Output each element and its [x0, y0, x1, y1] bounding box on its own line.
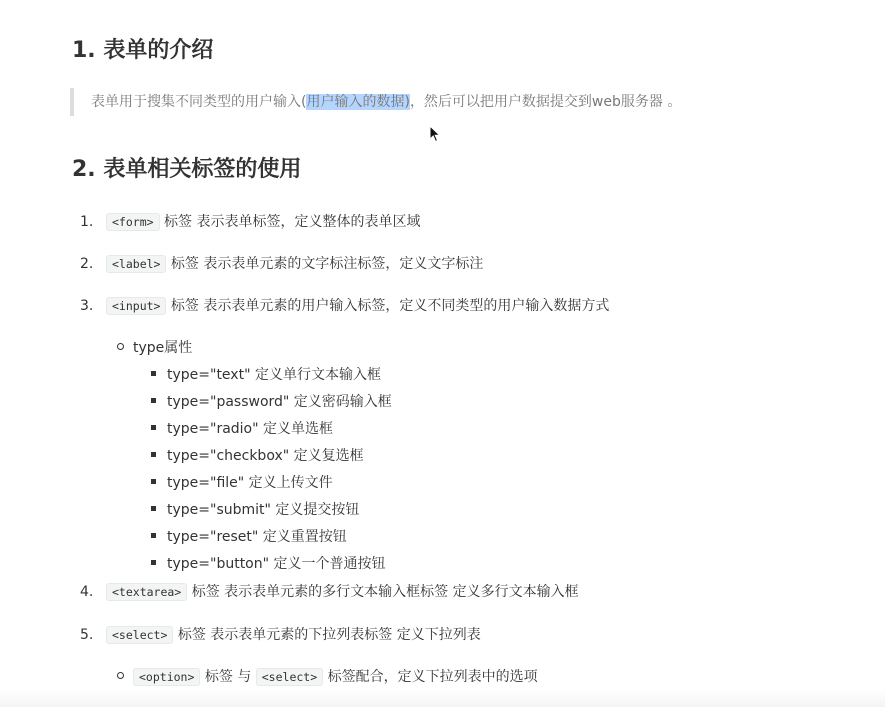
list-item: 4. <textarea> 标签 表示表单元素的多行文本输入框标签 定义多行文本输入框: [80, 584, 579, 600]
intro-text-after: ，然后可以把用户数据提交到web服务器 。: [409, 94, 682, 110]
type-list-item: type="submit" 定义提交按钮: [151, 500, 359, 520]
circle-bullet-icon: [117, 343, 124, 350]
intro-text-before: 表单用于搜集不同类型的用户输入(: [91, 94, 307, 110]
type-list-item: type="password" 定义密码输入框: [151, 392, 392, 412]
sub-list-item-option: <option> 标签 与 <select> 标签配合，定义下拉列表中的选项: [117, 667, 538, 687]
type-list-item: type="reset" 定义重置按钮: [151, 527, 347, 547]
heading-form-intro: 1. 表单的介绍: [72, 38, 214, 63]
inline-code: <select>: [106, 626, 173, 644]
inline-code: <textarea>: [106, 583, 187, 601]
inline-code: <label>: [106, 255, 166, 273]
type-list-item: type="button" 定义一个普通按钮: [151, 554, 386, 574]
square-bullet-icon: [151, 371, 156, 376]
type-list-item: type="text" 定义单行文本输入框: [151, 365, 381, 385]
square-bullet-icon: [151, 398, 156, 403]
intro-selected-text[interactable]: 用户输入的数据): [306, 94, 410, 110]
list-item: 5. <select> 标签 表示表单元素的下拉列表标签 定义下拉列表: [80, 627, 481, 643]
bottom-edge-shadow: [0, 690, 885, 707]
type-list-item: type="checkbox" 定义复选框: [151, 446, 364, 466]
inline-code: <input>: [106, 297, 166, 315]
type-list-item: type="file" 定义上传文件: [151, 473, 333, 493]
list-item: 2. <label> 标签 表示表单元素的文字标注标签，定义文字标注: [80, 256, 484, 272]
intro-blockquote: [70, 88, 681, 116]
circle-bullet-icon: [117, 672, 124, 679]
square-bullet-icon: [151, 533, 156, 538]
list-item: 1. <form> 标签 表示表单标签，定义整体的表单区域: [80, 214, 421, 230]
sub-list-item-type-attr: type属性: [117, 338, 192, 358]
square-bullet-icon: [151, 452, 156, 457]
square-bullet-icon: [151, 560, 156, 565]
mouse-pointer-icon: [429, 125, 441, 143]
type-list-item: type="radio" 定义单选框: [151, 419, 333, 439]
list-item: 3. <input> 标签 表示表单元素的用户输入标签，定义不同类型的用户输入数据方式: [80, 298, 610, 314]
inline-code: <option>: [133, 668, 200, 686]
square-bullet-icon: [151, 479, 156, 484]
square-bullet-icon: [151, 425, 156, 430]
square-bullet-icon: [151, 506, 156, 511]
heading-form-tags: 2. 表单相关标签的使用: [72, 157, 302, 182]
inline-code: <form>: [106, 213, 160, 231]
inline-code: <select>: [256, 668, 323, 686]
